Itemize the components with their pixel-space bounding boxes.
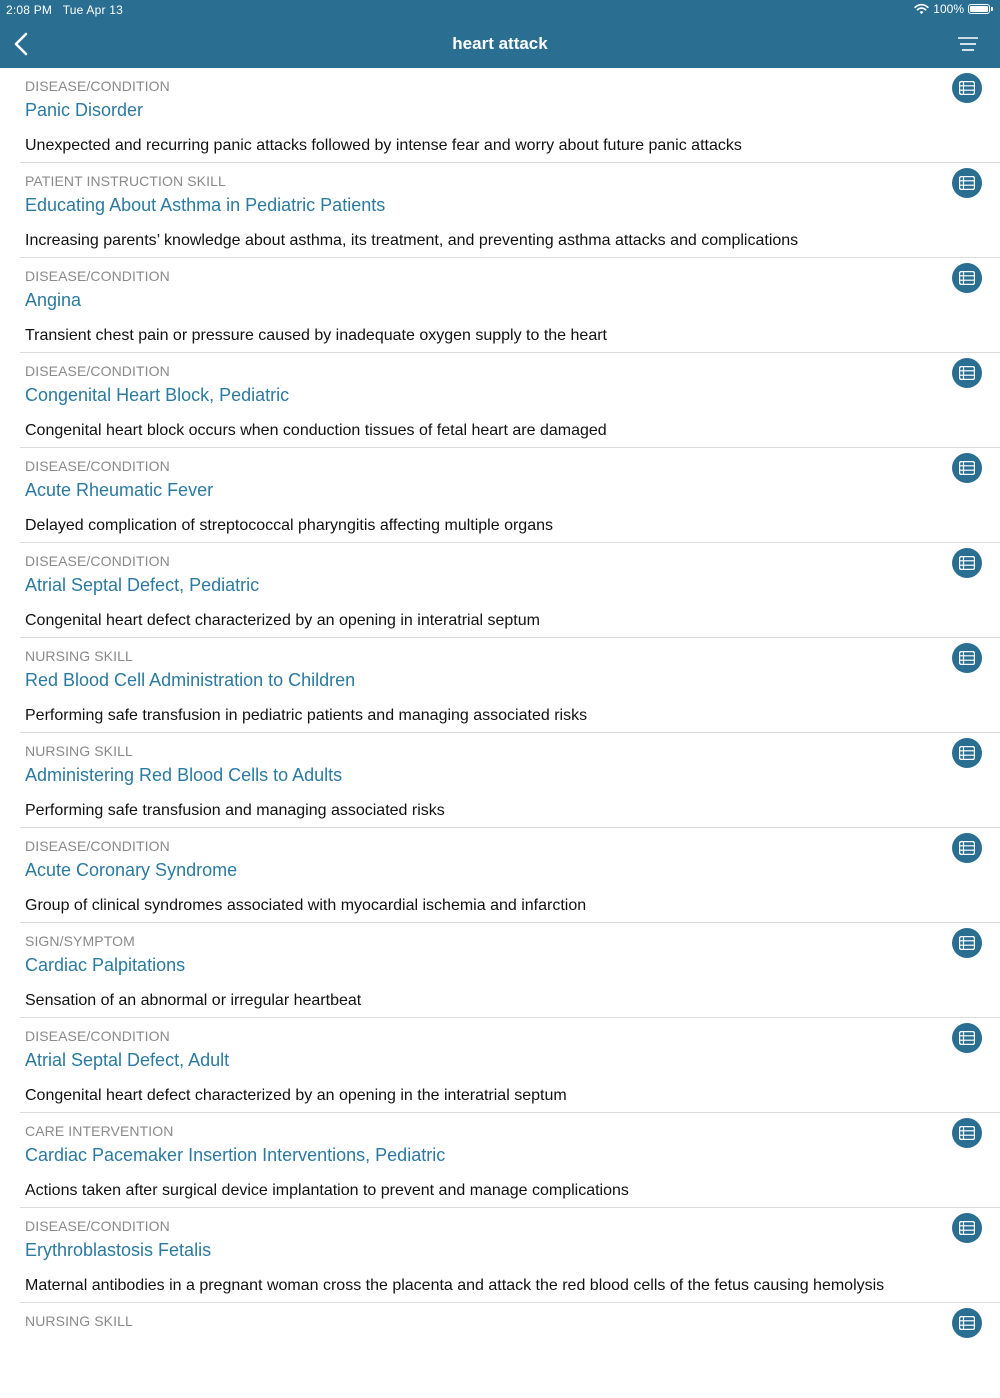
result-item[interactable] <box>20 923 1000 1018</box>
result-title-link[interactable]: Erythroblastosis Fetalis <box>25 1240 212 1260</box>
result-item[interactable] <box>20 353 1000 448</box>
result-item[interactable] <box>20 1018 1000 1113</box>
result-category: DISEASE/CONDITION <box>25 838 170 854</box>
result-item[interactable] <box>20 1113 1000 1208</box>
result-category: DISEASE/CONDITION <box>25 1218 170 1234</box>
list-outline-icon <box>959 841 975 855</box>
outline-button[interactable] <box>952 1213 982 1243</box>
list-outline-icon <box>959 746 975 760</box>
result-category: DISEASE/CONDITION <box>25 1028 170 1044</box>
outline-button[interactable] <box>952 168 982 198</box>
result-title-link[interactable]: Atrial Septal Defect, Adult <box>25 1050 230 1070</box>
list-outline-icon <box>959 81 975 95</box>
battery-icon <box>968 4 990 14</box>
result-title-link[interactable]: Cardiac Palpitations <box>25 955 186 975</box>
list-outline-icon <box>959 556 975 570</box>
result-description: Sensation of an abnormal or irregular heartbeat <box>25 992 362 1009</box>
result-title-link[interactable]: Acute Rheumatic Fever <box>25 480 214 500</box>
list-outline-icon <box>959 271 975 285</box>
result-description: Congenital heart defect characterized by an opening in interatrial septum <box>25 612 540 629</box>
outline-button[interactable] <box>952 643 982 673</box>
list-outline-icon <box>959 1221 975 1235</box>
result-item[interactable] <box>20 638 1000 733</box>
battery-percentage: 100% <box>933 2 964 16</box>
result-item[interactable] <box>20 163 1000 258</box>
list-outline-icon <box>959 651 975 665</box>
result-title-link[interactable]: Administering Red Blood Cells to Adults <box>25 765 343 785</box>
result-title-link[interactable]: Panic Disorder <box>25 100 144 120</box>
navigation-bar <box>0 0 1000 68</box>
result-category: SIGN/SYMPTOM <box>25 933 135 949</box>
result-description: Increasing parents’ knowledge about asthma, its treatment, and preventing asthma attacks and complications <box>25 232 799 249</box>
outline-button[interactable] <box>952 928 982 958</box>
result-item[interactable] <box>20 68 1000 163</box>
outline-button[interactable] <box>952 1118 982 1148</box>
result-category: DISEASE/CONDITION <box>25 553 170 569</box>
result-title-link[interactable]: Cardiac Pacemaker Insertion Interventions, Pediatric <box>25 1145 446 1165</box>
result-category: DISEASE/CONDITION <box>25 78 170 94</box>
wifi-icon <box>914 3 929 15</box>
result-description: Congenital heart block occurs when conduction tissues of fetal heart are damaged <box>25 422 607 439</box>
result-title-link[interactable]: Angina <box>25 290 82 310</box>
result-description: Maternal antibodies in a pregnant woman cross the placenta and attack the red blood cells of the fetus causing hemolysis <box>25 1277 885 1294</box>
status-date: Tue Apr 13 <box>62 3 123 17</box>
list-outline-icon <box>959 1031 975 1045</box>
page-title: heart attack <box>452 34 548 53</box>
result-description: Congenital heart defect characterized by an opening in the interatrial septum <box>25 1087 567 1104</box>
result-item[interactable] <box>20 1303 1000 1398</box>
result-category: NURSING SKILL <box>25 1313 133 1329</box>
result-title-link[interactable]: Congenital Heart Block, Pediatric <box>25 385 290 405</box>
result-item[interactable] <box>20 1208 1000 1303</box>
result-item[interactable] <box>20 448 1000 543</box>
result-title-link[interactable]: Red Blood Cell Administration to Children <box>25 670 356 690</box>
outline-button[interactable] <box>952 263 982 293</box>
result-item[interactable] <box>20 733 1000 828</box>
result-title-link[interactable]: Educating About Asthma in Pediatric Patients <box>25 195 386 215</box>
outline-button[interactable] <box>952 738 982 768</box>
list-outline-icon <box>959 461 975 475</box>
status-indicators <box>914 2 990 16</box>
result-category: NURSING SKILL <box>25 743 133 759</box>
result-description: Actions taken after surgical device implantation to prevent and manage complications <box>25 1182 629 1199</box>
list-outline-icon <box>959 1316 975 1330</box>
result-category: DISEASE/CONDITION <box>25 458 170 474</box>
result-item[interactable] <box>20 828 1000 923</box>
menu-button[interactable] <box>956 33 982 55</box>
result-category: DISEASE/CONDITION <box>25 363 170 379</box>
result-category: DISEASE/CONDITION <box>25 268 170 284</box>
result-description: Performing safe transfusion in pediatric patients and managing associated risks <box>25 707 588 724</box>
list-outline-icon <box>959 176 975 190</box>
status-time <box>6 3 123 17</box>
status-clock: 2:08 PM <box>6 3 53 17</box>
list-outline-icon <box>959 366 975 380</box>
list-outline-icon <box>959 1126 975 1140</box>
menu-lines-icon <box>956 33 982 55</box>
result-description: Performing safe transfusion and managing associated risks <box>25 802 445 819</box>
outline-button[interactable] <box>952 833 982 863</box>
result-category: NURSING SKILL <box>25 648 133 664</box>
outline-button[interactable] <box>952 358 982 388</box>
list-outline-icon <box>959 936 975 950</box>
results-list <box>0 68 1000 1398</box>
result-title-link[interactable]: Atrial Septal Defect, Pediatric <box>25 575 260 595</box>
result-category: PATIENT INSTRUCTION SKILL <box>25 173 226 189</box>
result-title-link[interactable]: Acute Coronary Syndrome <box>25 860 238 880</box>
outline-button[interactable] <box>952 73 982 103</box>
outline-button[interactable] <box>952 548 982 578</box>
result-description: Group of clinical syndromes associated with myocardial ischemia and infarction <box>25 897 587 914</box>
outline-button[interactable] <box>952 1023 982 1053</box>
result-item[interactable] <box>20 258 1000 353</box>
result-description: Delayed complication of streptococcal pharyngitis affecting multiple organs <box>25 517 553 534</box>
result-category: CARE INTERVENTION <box>25 1123 174 1139</box>
outline-button[interactable] <box>952 453 982 483</box>
result-description: Transient chest pain or pressure caused by inadequate oxygen supply to the heart <box>25 327 607 344</box>
result-item[interactable] <box>20 543 1000 638</box>
result-description: Unexpected and recurring panic attacks followed by intense fear and worry about future panic attacks <box>25 137 742 154</box>
